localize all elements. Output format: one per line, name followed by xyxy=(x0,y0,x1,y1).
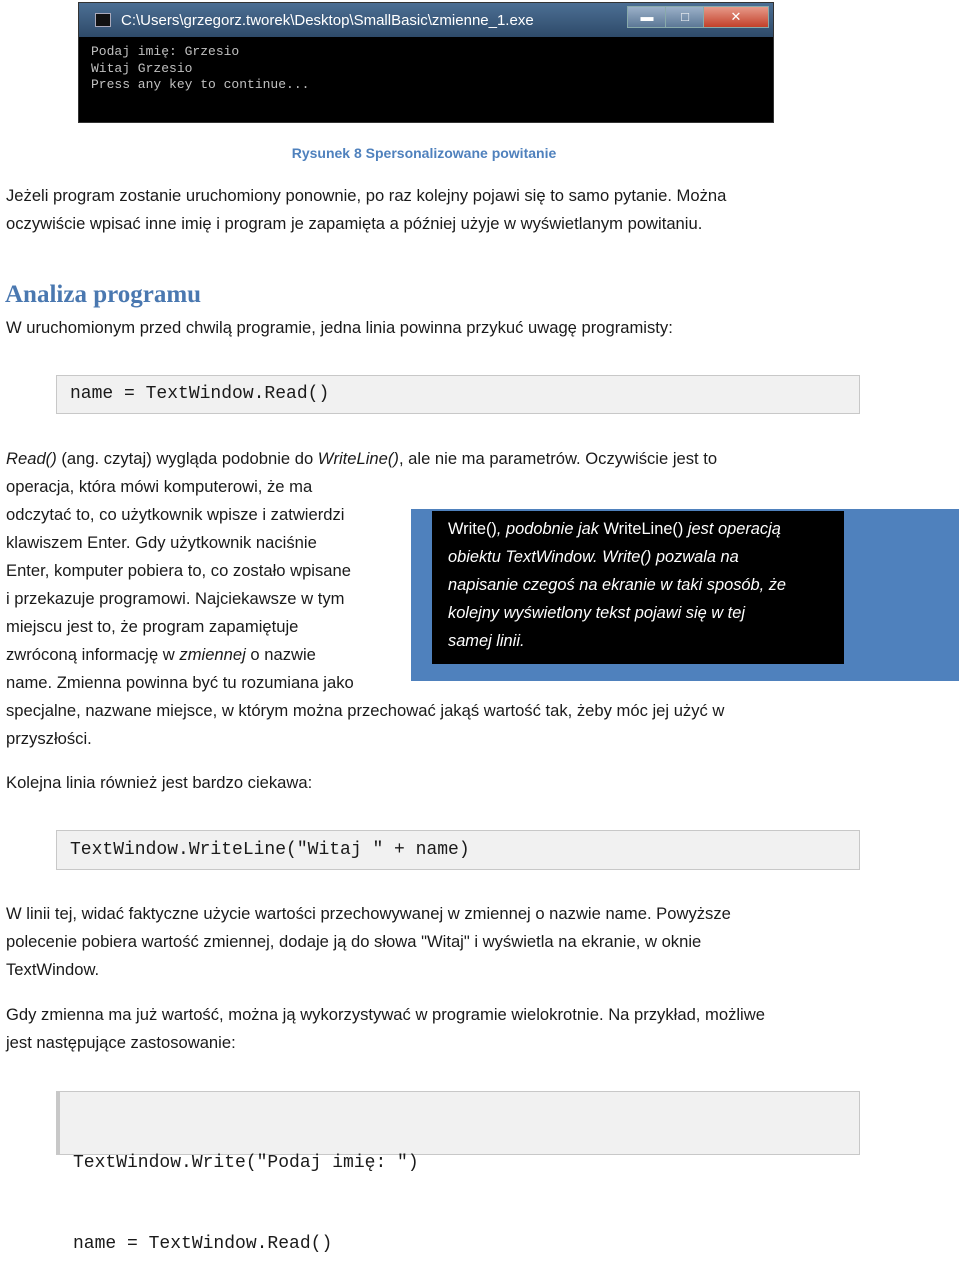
sidebar-line xyxy=(448,543,844,571)
console-app-icon xyxy=(95,13,111,27)
maximize-icon[interactable]: □ xyxy=(665,6,705,28)
sidebar-line xyxy=(448,599,844,627)
text-line: Gdy zmienna ma już wartość, można ją wykorzystywać w programie wielokrotnie. Na przykład, możliwe xyxy=(6,1005,765,1024)
inline-code: Read() xyxy=(6,449,57,468)
sidebar-line xyxy=(448,627,844,655)
text-line: name. Zmienna powinna być tu rozumiana jako xyxy=(6,673,354,692)
paragraph-next-line: Kolejna linia również jest bardzo ciekawa: xyxy=(6,773,313,792)
console-line: Podaj imię: Grzesio xyxy=(91,44,240,59)
text-line: Jeżeli program zostanie uruchomiony ponownie, po raz kolejny pojawi się to samo pytanie. Można xyxy=(6,186,727,205)
console-titlebar xyxy=(79,3,773,37)
text-line: miejscu jest to, że program zapamiętuje xyxy=(6,617,299,636)
text-line: i przekazuje programowi. Najciekawsze w tym xyxy=(6,589,345,608)
text-line: jest następujące zastosowanie: xyxy=(6,1033,236,1052)
code-line: TextWindow.Write("Podaj imię: ") xyxy=(73,1153,419,1173)
text-fragment: Write() xyxy=(448,520,497,538)
text-fragment: kolejny wyświetlony tekst pojawi się w tej xyxy=(448,604,745,622)
text-fragment: napisanie czegoś na ekranie w taki sposób, że xyxy=(448,576,787,594)
text-fragment: o nazwie xyxy=(245,645,316,664)
text-fragment: , podobnie jak xyxy=(496,520,604,538)
minimize-icon[interactable]: ▬ xyxy=(627,6,667,28)
paragraph-reuse xyxy=(6,1001,906,1057)
paragraph-rerun xyxy=(6,182,906,238)
text-fragment: jest operacją xyxy=(683,520,781,538)
close-icon[interactable]: ✕ xyxy=(703,6,769,28)
text-line: przyszłości. xyxy=(6,729,92,748)
text-line: Enter, komputer pobiera to, co zostało wpisane xyxy=(6,561,351,580)
emphasis: zmiennej xyxy=(179,645,246,664)
text-fragment: TextWindow. Write() pozwala na xyxy=(505,548,739,566)
text-line: klawiszem Enter. Gdy użytkownik naciśnie xyxy=(6,533,317,552)
section-heading: Analiza programu xyxy=(5,281,202,308)
code-block-write-read xyxy=(56,1091,860,1254)
text-line: TextWindow. xyxy=(6,960,100,979)
text-fragment: samej linii. xyxy=(448,632,525,650)
text-line: specjalne, nazwane miejsce, w którym można przechować jakąś wartość tak, żeby móc jej użyć w xyxy=(6,701,725,720)
text-line xyxy=(6,445,717,473)
console-line: Witaj Grzesio xyxy=(91,60,193,76)
console-line: Press any key to continue... xyxy=(91,77,310,92)
text-fragment: WriteLine() xyxy=(603,520,684,538)
sidebar-line xyxy=(448,571,844,599)
text-fragment: zwróconą informację w xyxy=(6,645,180,664)
text-fragment: , ale nie ma parametrów. Oczywiście jest to xyxy=(398,449,718,468)
inline-code: WriteLine() xyxy=(317,449,399,468)
text-fragment: obiektu xyxy=(448,548,506,566)
console-title: C:\Users\grzegorz.tworek\Desktop\SmallBasic\zmienne_1.exe xyxy=(121,12,534,29)
paragraph-usage xyxy=(6,900,906,984)
text-line: odczytać to, co użytkownik wpisze i zatwierdzi xyxy=(6,505,345,524)
sidebar-line xyxy=(448,515,844,543)
code-line: name = TextWindow.Read() xyxy=(73,1234,333,1254)
text-line: polecenie pobiera wartość zmiennej, dodaje ją do słowa "Witaj" i wyświetla na ekranie, w oknie xyxy=(6,932,702,951)
text-fragment: (ang. czytaj) wygląda podobnie do xyxy=(56,449,318,468)
console-output xyxy=(91,44,309,94)
code-block-writeline: TextWindow.WriteLine("Witaj " + name) xyxy=(56,830,860,870)
figure-caption: Rysunek 8 Spersonalizowane powitanie xyxy=(291,145,557,161)
text-line xyxy=(6,641,316,669)
code-block-read: name = TextWindow.Read() xyxy=(56,375,860,414)
text-line: W linii tej, widać faktyczne użycie wartości przechowywanej w zmiennej o nazwie name. Powyższe xyxy=(6,904,731,923)
text-line: operacja, która mówi komputerowi, że ma xyxy=(6,477,313,496)
console-window xyxy=(78,2,774,123)
sidebar-note xyxy=(432,511,844,664)
text-line: oczywiście wpisać inne imię i program je zapamięta a później użyje w wyświetlanym powitaniu. xyxy=(6,214,703,233)
paragraph-intro: W uruchomionym przed chwilą programie, jedna linia powinna przykuć uwagę programisty: xyxy=(6,318,673,337)
